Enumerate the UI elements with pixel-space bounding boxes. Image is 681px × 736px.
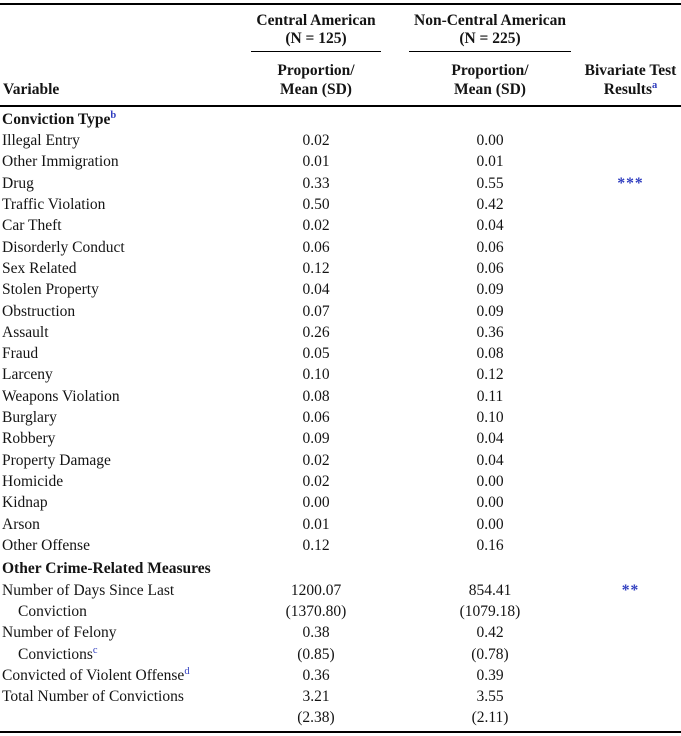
table-row <box>0 665 681 686</box>
variable-cell: Disorderly Conduct <box>2 238 125 256</box>
footnote-marker-c: c <box>92 644 98 656</box>
variable-cell: Sex Related <box>2 259 77 277</box>
table-row <box>0 471 681 492</box>
table-row <box>0 343 681 364</box>
non-central-american-value: 0.08 <box>476 345 504 363</box>
central-american-value: (1370.80) <box>285 602 347 620</box>
table-row <box>0 644 681 665</box>
variable-cell: Property Damage <box>2 451 111 469</box>
variable-cell: Kidnap <box>2 494 48 512</box>
central-american-value: (2.38) <box>297 709 335 727</box>
table-row <box>0 194 681 215</box>
variable-cell: Illegal Entry <box>2 132 80 150</box>
central-american-value: 0.01 <box>302 153 330 171</box>
variable-cell: Number of Felony <box>2 624 117 642</box>
table-row <box>0 580 681 601</box>
bottom-rule <box>0 731 681 734</box>
bivariate-results-label: Results <box>603 81 652 99</box>
central-american-value: 0.12 <box>302 259 330 277</box>
table-row <box>0 151 681 172</box>
section-header-row <box>0 556 681 580</box>
non-central-american-value: 0.12 <box>476 366 504 384</box>
variable-cell: Arson <box>2 515 40 533</box>
variable-cell: Weapons Violation <box>2 387 120 405</box>
non-central-american-value: 0.42 <box>476 196 504 214</box>
section-title: Conviction Type$^b$ <box>2 109 117 128</box>
section-title: Other Crime-Related Measures <box>2 560 211 578</box>
noncentral-american-header <box>409 12 571 52</box>
table-row <box>0 707 681 728</box>
table-row <box>0 514 681 535</box>
central-american-value: 0.36 <box>302 666 330 684</box>
variable-cell: Convictions$^c$ <box>18 644 98 663</box>
central-american-value: 0.00 <box>302 494 330 512</box>
significance-cell: *** <box>617 174 644 192</box>
central-american-value: 0.02 <box>302 217 330 235</box>
central-american-value: 0.09 <box>302 430 330 448</box>
central-american-value: 0.02 <box>302 472 330 490</box>
central-american-value: 3.21 <box>302 688 330 706</box>
variable-cell: Conviction <box>18 602 87 620</box>
variable-cell: Fraud <box>2 345 39 363</box>
subheader-noncentral <box>400 61 580 99</box>
variable-cell: Number of Days Since Last <box>2 581 175 599</box>
table-row <box>0 215 681 236</box>
non-central-american-value: 3.55 <box>476 688 504 706</box>
footnote-marker-b: b <box>110 109 117 121</box>
non-central-american-value: 0.36 <box>476 323 504 341</box>
non-central-american-value: 0.10 <box>476 409 504 427</box>
central-american-header <box>251 12 380 52</box>
non-central-american-value: 0.04 <box>476 430 504 448</box>
table-row <box>0 130 681 151</box>
non-central-american-value: 0.39 <box>476 666 504 684</box>
central-american-value: 0.50 <box>302 196 330 214</box>
non-central-american-value: 0.00 <box>476 494 504 512</box>
non-central-american-value: 0.06 <box>476 259 504 277</box>
top-rule <box>0 3 681 5</box>
variable-cell: Obstruction <box>2 302 76 320</box>
column-group-noncentral <box>400 12 580 52</box>
table-row <box>0 301 681 322</box>
non-central-american-value: 0.11 <box>476 387 504 405</box>
table-row <box>0 535 681 556</box>
variable-cell: Total Number of Convictions <box>2 688 184 706</box>
section-header-row <box>0 107 681 131</box>
non-central-american-value: 0.09 <box>476 281 504 299</box>
bivariate-column-header <box>580 61 681 99</box>
table-row <box>0 322 681 343</box>
subheader-central-line2: Mean (SD) <box>280 81 352 99</box>
variable-cell: Stolen Property <box>2 281 99 299</box>
table-row <box>0 622 681 643</box>
central-american-value: 0.10 <box>302 366 330 384</box>
bivariate-header-line2 <box>580 80 681 99</box>
central-american-value: 0.01 <box>302 515 330 533</box>
non-central-american-value: 0.00 <box>476 132 504 150</box>
central-american-value: 0.02 <box>302 132 330 150</box>
non-central-american-value: 0.09 <box>476 302 504 320</box>
table-row <box>0 173 681 194</box>
column-group-header-row <box>0 12 681 52</box>
table-row <box>0 237 681 258</box>
non-central-american-value: 0.00 <box>476 515 504 533</box>
central-american-value: 1200.07 <box>290 581 342 599</box>
variable-cell: Other Offense <box>2 536 90 554</box>
table-row <box>0 279 681 300</box>
variable-cell: Convicted of Violent Offense$^d$ <box>2 665 190 684</box>
central-american-value: 0.08 <box>302 387 330 405</box>
subheader-noncentral-line1: Proportion/ <box>451 62 529 80</box>
non-central-american-value: 0.16 <box>476 536 504 554</box>
table-row <box>0 428 681 449</box>
bivariate-header-line1: Bivariate Test <box>584 62 677 80</box>
table-row <box>0 407 681 428</box>
non-central-american-value: 0.04 <box>476 217 504 235</box>
non-central-american-value: (0.78) <box>471 645 509 663</box>
table-row <box>0 258 681 279</box>
column-group-central <box>232 12 400 52</box>
footnote-marker-d: d <box>184 665 190 677</box>
variable-column-header: Variable <box>3 81 60 99</box>
subheader-noncentral-line2: Mean (SD) <box>454 81 526 99</box>
central-american-value: 0.04 <box>302 281 330 299</box>
central-american-value: 0.02 <box>302 451 330 469</box>
table-row <box>0 492 681 513</box>
central-american-header-n: (N = 125) <box>285 29 347 47</box>
central-american-value: 0.12 <box>302 536 330 554</box>
central-american-value: 0.26 <box>302 323 330 341</box>
footnote-marker-a: a <box>651 80 658 92</box>
table-row <box>0 364 681 385</box>
variable-cell: Robbery <box>2 430 56 448</box>
central-american-header-line1: Central American <box>256 12 376 30</box>
variable-cell: Drug <box>2 174 34 192</box>
central-american-value: (0.85) <box>297 645 335 663</box>
variable-cell: Other Immigration <box>2 153 119 171</box>
significance-cell: ** <box>621 581 640 599</box>
table-row <box>0 450 681 471</box>
non-central-american-value: 854.41 <box>468 581 512 599</box>
non-central-american-value: 0.04 <box>476 451 504 469</box>
subheader-central <box>232 61 400 99</box>
subheader-row <box>0 61 681 99</box>
variable-cell: Car Theft <box>2 217 62 235</box>
non-central-american-value: (1079.18) <box>459 602 521 620</box>
central-american-value: 0.05 <box>302 345 330 363</box>
noncentral-american-header-line1: Non-Central American <box>414 12 566 30</box>
central-american-value: 0.33 <box>302 174 330 192</box>
central-american-value: 0.38 <box>302 624 330 642</box>
non-central-american-value: 0.01 <box>476 153 504 171</box>
central-american-value: 0.07 <box>302 302 330 320</box>
variable-cell: Traffic Violation <box>2 196 106 214</box>
variable-cell: Burglary <box>2 409 57 427</box>
table-body <box>0 107 681 729</box>
central-american-value: 0.06 <box>302 238 330 256</box>
non-central-american-value: 0.55 <box>476 174 504 192</box>
variable-cell: Homicide <box>2 472 64 490</box>
subheader-central-line1: Proportion/ <box>277 62 355 80</box>
non-central-american-value: 0.00 <box>476 472 504 490</box>
table-row <box>0 601 681 622</box>
variable-cell: Larceny <box>2 366 53 384</box>
central-american-value: 0.06 <box>302 409 330 427</box>
table-row <box>0 686 681 707</box>
non-central-american-value: (2.11) <box>471 709 509 727</box>
spacer-cell <box>0 12 232 52</box>
spacer-cell <box>580 12 681 52</box>
non-central-american-value: 0.42 <box>476 624 504 642</box>
variable-cell: Assault <box>2 323 49 341</box>
non-central-american-value: 0.06 <box>476 238 504 256</box>
noncentral-american-header-n: (N = 225) <box>459 29 521 47</box>
table-row <box>0 386 681 407</box>
